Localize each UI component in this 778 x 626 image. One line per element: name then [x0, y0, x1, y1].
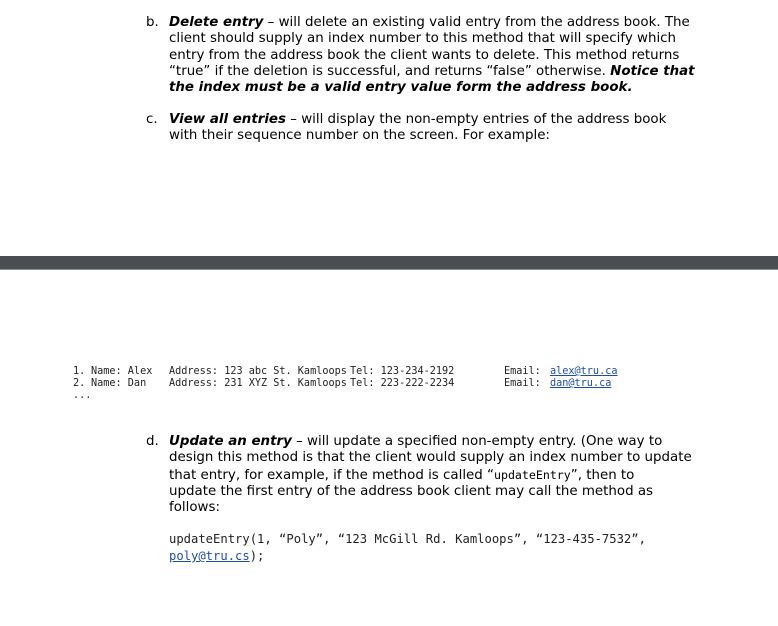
- term-update-entry: Update an entry: [169, 434, 292, 449]
- method-name: updateEntry: [493, 467, 571, 482]
- list-marker-d: d.: [146, 434, 159, 449]
- list-marker-c: c.: [146, 112, 158, 127]
- list-marker-b: b.: [146, 15, 159, 30]
- email-link[interactable]: poly@tru.cs: [169, 549, 250, 563]
- email-link[interactable]: dan@tru.ca: [550, 378, 612, 389]
- term-delete-entry: Delete entry: [169, 15, 264, 30]
- notice-text-continued: the index must be a valid entry value form the address book.: [169, 80, 633, 96]
- notice-text: Notice that: [610, 63, 695, 79]
- term-view-all-entries: View all entries: [169, 112, 286, 127]
- email-link[interactable]: alex@tru.ca: [550, 366, 618, 377]
- page-divider: [0, 256, 778, 270]
- page-gap: [0, 270, 778, 340]
- code-example: updateEntry(1, “Poly”, “123 McGill Rd. Kamloops”, “123-435-7532”, poly@tru.cs);: [169, 532, 646, 563]
